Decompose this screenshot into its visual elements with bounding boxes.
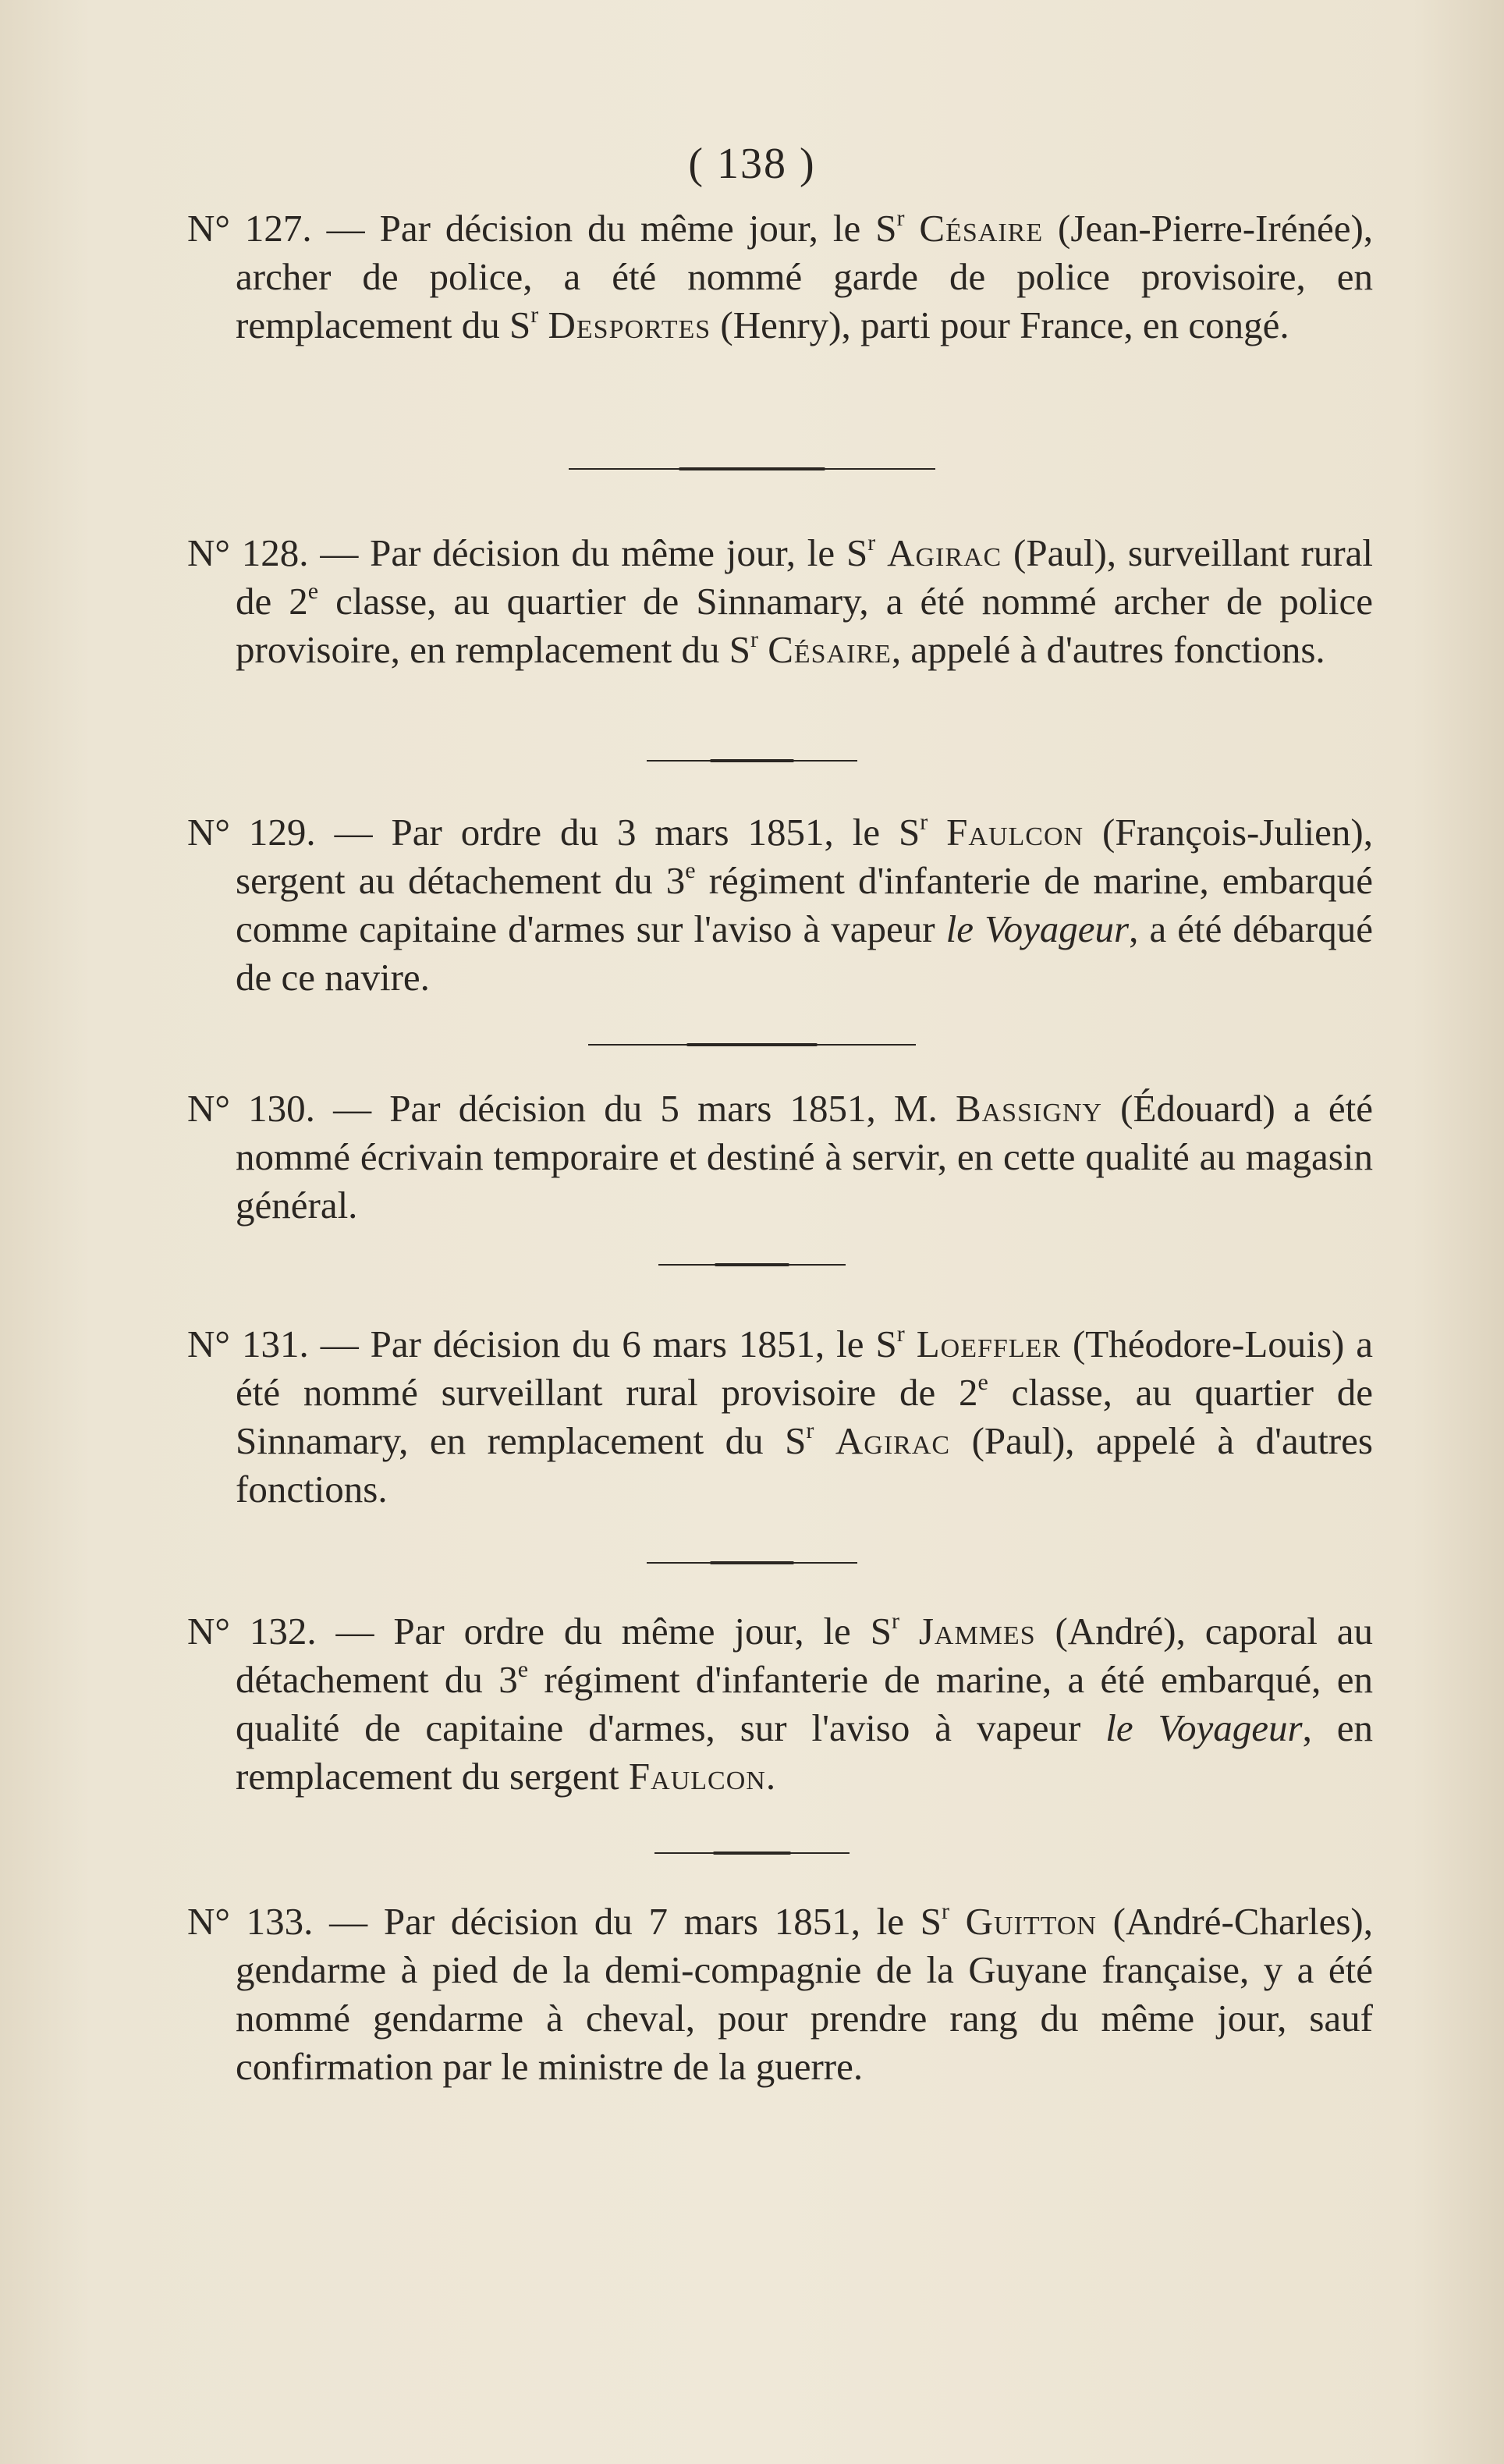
entry-number: N° 128. [187,531,309,574]
entry-number: N° 133. [187,1900,314,1943]
person-name: Agirac [835,1419,951,1462]
entry-128 [187,529,1373,674]
person-name: Guitton [965,1900,1097,1943]
entry-127 [187,204,1373,350]
entry-text: N° 133. — Par décision du 7 mars 1851, le $S^r$ Guitton (André-Charles), gendarme à pied de la demi-compagnie de la Guyane française, y a été nommé gendarme à cheval, pour prendre rang du même jour, sauf confirmation par le ministre de la guerre. [187,1898,1374,2088]
person-name: Bassigny [955,1087,1102,1130]
ship-name: le Voyageur [945,907,1130,950]
person-name: Faulcon [946,811,1084,854]
entry-text: N° 131. — Par décision du 6 mars 1851, le $S^r$ Loeffler (Théodore-Louis) a été nommé surveillant rural provisoire de 2e classe, au quartier de Sinnamary, en remplacement du $S^r$ Agirac (Paul), appelé à d'autres fonctions. [187,1321,1374,1511]
entry-132 [187,1607,1373,1801]
entry-text: N° 127. — Par décision du même jour, le $S^r$ Césaire (Jean-Pierre-Irénée), archer de police, a été nommé garde de police provisoire, en remplacement du $S^r$ Desportes (Henry), parti pour France, en congé. [187,205,1374,346]
separator-rule [647,758,857,763]
entry-number: N° 129. [187,811,316,854]
entry-number: N° 130. [187,1087,315,1130]
person-name: Loeffler [916,1323,1061,1365]
person-name: Faulcon [628,1755,766,1798]
entry-text: N° 130. — Par décision du 5 mars 1851, M. Bassigny (Édouard) a été nommé écrivain temporaire et destiné à servir, en cette qualité au magasin général. [187,1087,1374,1227]
person-name: Agirac [887,531,1002,574]
entry-130 [187,1085,1373,1230]
entry-text: N° 128. — Par décision du même jour, le $S^r$ Agirac (Paul), surveillant rural de 2e classe, au quartier de Sinnamary, a été nommé archer de police provisoire, en remplacement du $S^r$ Césaire, appelé à d'autres fonctions. [187,530,1374,671]
person-name: Desportes [548,304,711,346]
page-number: ( 138 ) [688,140,816,188]
separator-rule [654,1851,850,1855]
entry-133 [187,1898,1373,2091]
separator-rule [588,1042,916,1047]
separator-rule [658,1262,846,1267]
entry-129 [187,808,1373,1002]
ship-name: le Voyageur [1105,1706,1303,1749]
entry-text: N° 132. — Par ordre du même jour, le $S^r$ Jammes (André), caporal au détachement du 3e régiment d'infanterie de marine, a été embarqué, en qualité de capitaine d'armes, sur l'aviso à vapeur le Voyageur, en remplacement du sergent Faulcon. [187,1608,1374,1798]
entry-number: N° 127. [187,207,312,250]
person-name: Césaire [919,207,1044,250]
separator-rule [569,467,935,471]
person-name: Jammes [918,1610,1036,1653]
entry-number: N° 132. [187,1610,317,1653]
entry-number: N° 131. [187,1323,309,1365]
separator-rule [647,1560,857,1565]
entry-131 [187,1320,1373,1514]
person-name: Césaire [768,628,892,671]
entry-text: N° 129. — Par ordre du 3 mars 1851, le $S^r$ Faulcon (François-Julien), sergent au détachement du 3e régiment d'infanterie de marine, embarqué comme capitaine d'armes sur l'aviso à vapeur le Voyageur, a été débarqué de ce navire. [187,809,1373,999]
